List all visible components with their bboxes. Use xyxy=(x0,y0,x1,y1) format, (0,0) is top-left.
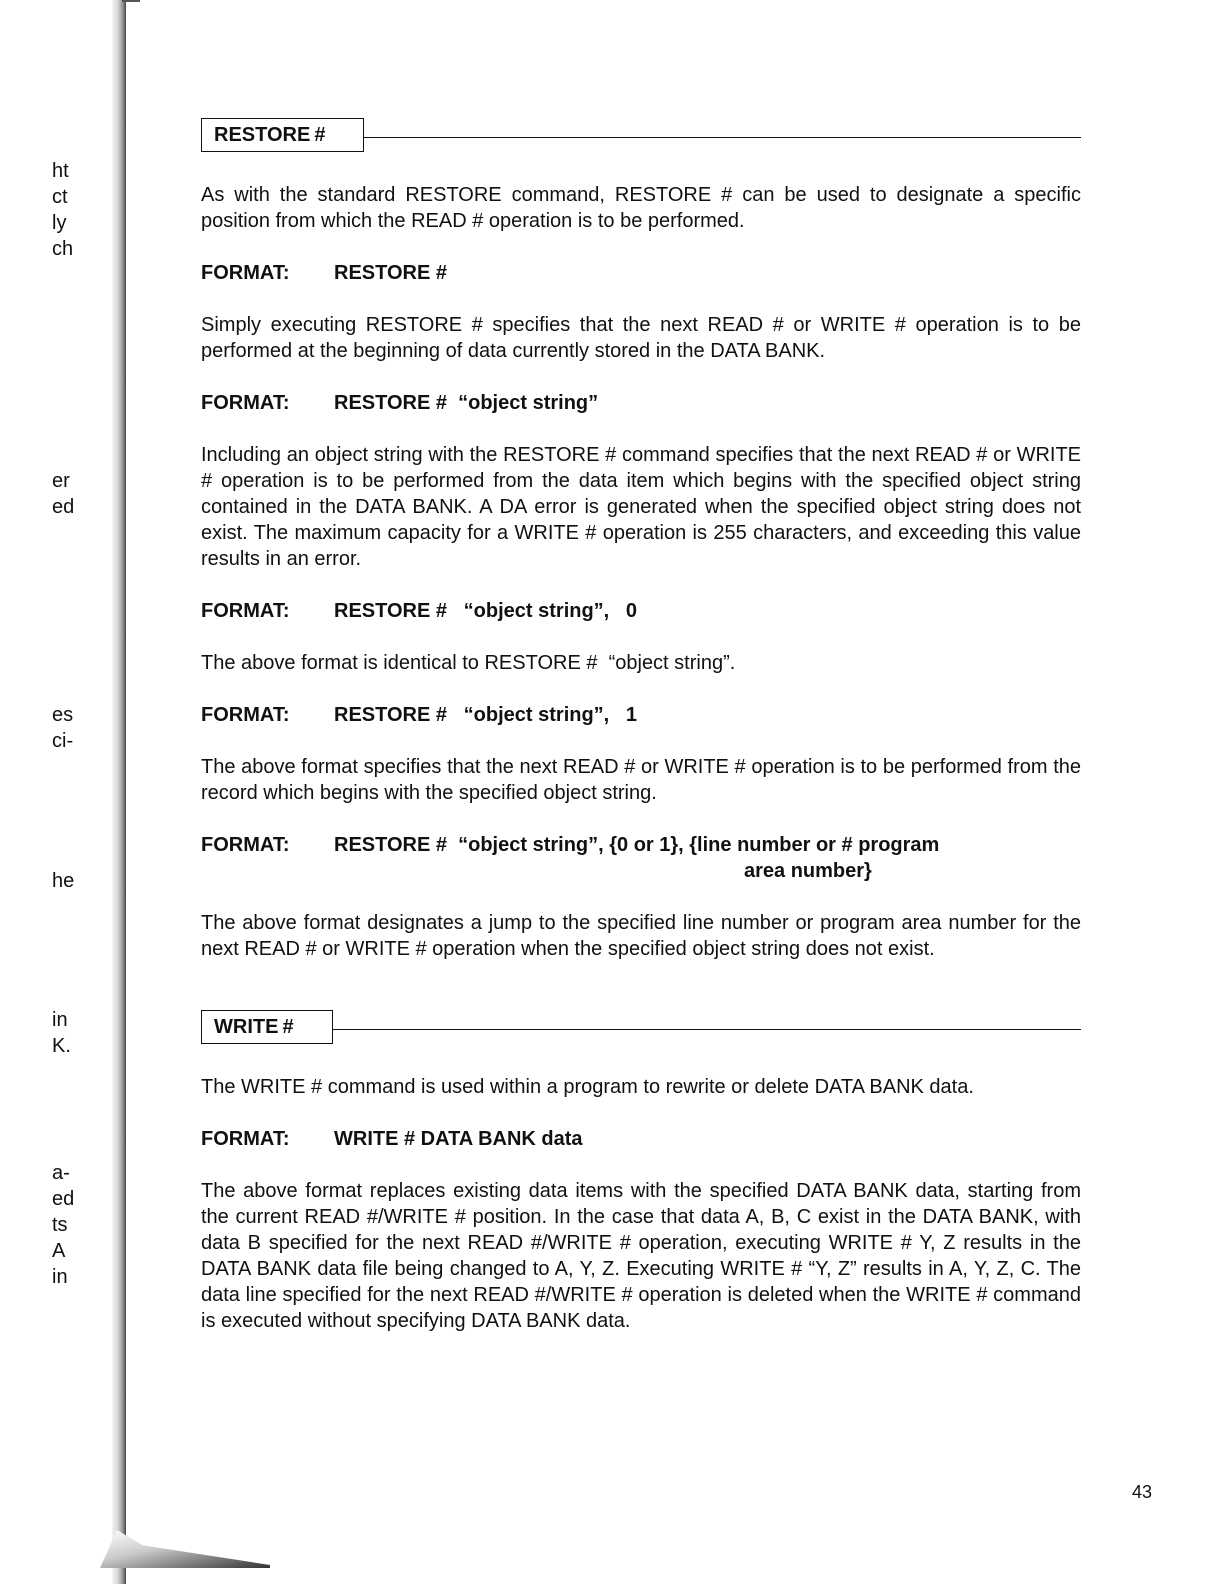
write-section-header xyxy=(201,1010,1081,1044)
margin-fragment: in xyxy=(52,1009,68,1031)
margin-fragment: ed xyxy=(52,496,75,518)
paragraph: The above format designates a jump to the specified line number or program area number for the next READ # or WRITE # operation when the specified object string does not exist. xyxy=(201,912,1081,960)
heading-rule xyxy=(333,1029,1081,1030)
margin-fragment: es xyxy=(52,704,74,726)
spine-bottom-shadow xyxy=(100,1530,270,1568)
format-line xyxy=(201,598,1081,624)
margin-fragment: ct xyxy=(52,186,68,208)
margin-fragment: ly xyxy=(52,212,67,234)
format-syntax: RESTORE # “object string”, 0 xyxy=(334,600,638,622)
margin-fragment: ed xyxy=(52,1188,75,1210)
format-line xyxy=(201,1126,1081,1152)
format-line xyxy=(201,702,1081,728)
margin-fragment: ts xyxy=(52,1214,68,1236)
paragraph: The above format replaces existing data items with the specified DATA BANK data, starting from the current READ #/WRITE # position. In the case that data A, B, C exist in the DATA BANK, with data B specified for the next READ #/WRITE # operation, executing WRITE # Y, Z results in the DATA BANK data file being changed to A, Y, Z. Executing WRITE # “Y, Z” results in A, Y, Z, C. The data line specified for the next READ #/WRITE # operation is deleted when the WRITE # command is executed without specifying DATA BANK data. xyxy=(201,1180,1081,1332)
paragraph: The above format is identical to RESTORE # “object string”. xyxy=(201,652,736,674)
format-syntax: WRITE # DATA BANK data xyxy=(334,1128,583,1150)
margin-fragment: er xyxy=(52,470,70,492)
spine-top-mark xyxy=(122,0,140,8)
paragraph: Including an object string with the RESTORE # command specifies that the next READ # or WRITE # operation is to be performed from the data item which begins with the specified object string contained in the DATA BANK. A DA error is generated when the specified object string does not exist. The maximum capacity for a WRITE # operation is 255 characters, and exceeding this value results in an error. xyxy=(201,444,1081,570)
write-intro: The WRITE # command is used within a program to rewrite or delete DATA BANK data. xyxy=(201,1076,974,1098)
page-number: 43 xyxy=(1132,1482,1153,1502)
margin-fragment: ch xyxy=(52,238,74,260)
margin-fragment: ht xyxy=(52,160,69,182)
write-heading: WRITE # xyxy=(201,1010,333,1044)
margin-fragment: A xyxy=(52,1240,66,1262)
paragraph: The above format specifies that the next READ # or WRITE # operation is to be performed from the record which begins with the specified object string. xyxy=(201,756,1081,804)
format-syntax: RESTORE # “object string”, 1 xyxy=(334,704,638,726)
restore-intro: As with the standard RESTORE command, RESTORE # can be used to designate a specific position from which the READ # operation is to be performed. xyxy=(201,184,1081,232)
heading-rule xyxy=(364,137,1081,138)
format-label: FORMAT: xyxy=(201,1128,290,1150)
margin-fragment: in xyxy=(52,1266,68,1288)
format-syntax: RESTORE # “object string” xyxy=(334,392,599,414)
paragraph: Simply executing RESTORE # specifies that the next READ # or WRITE # operation is to be performed at the beginning of data currently stored in the DATA BANK. xyxy=(201,314,1081,362)
margin-fragment: K. xyxy=(52,1035,71,1057)
restore-heading: RESTORE # xyxy=(201,118,364,152)
format-line xyxy=(201,390,1081,416)
margin-fragment: he xyxy=(52,870,75,892)
format-label: FORMAT: xyxy=(201,704,290,726)
page-content xyxy=(201,118,1081,1360)
format-label: FORMAT: xyxy=(201,262,290,284)
format-label: FORMAT: xyxy=(201,600,290,622)
format-syntax: RESTORE # “object string”, {0 or 1}, {line number or # program xyxy=(334,834,940,856)
margin-fragment: a- xyxy=(52,1162,70,1184)
format-line-multirow xyxy=(201,832,1081,884)
margin-fragment: ci- xyxy=(52,730,74,752)
format-syntax-continued: area number} xyxy=(744,860,872,882)
format-label: FORMAT: xyxy=(201,392,290,414)
format-label: FORMAT: xyxy=(201,834,290,856)
format-syntax: RESTORE # xyxy=(334,262,447,284)
restore-section-header xyxy=(201,118,1081,152)
format-line xyxy=(201,260,1081,286)
book-spine-shadow xyxy=(112,0,126,1584)
